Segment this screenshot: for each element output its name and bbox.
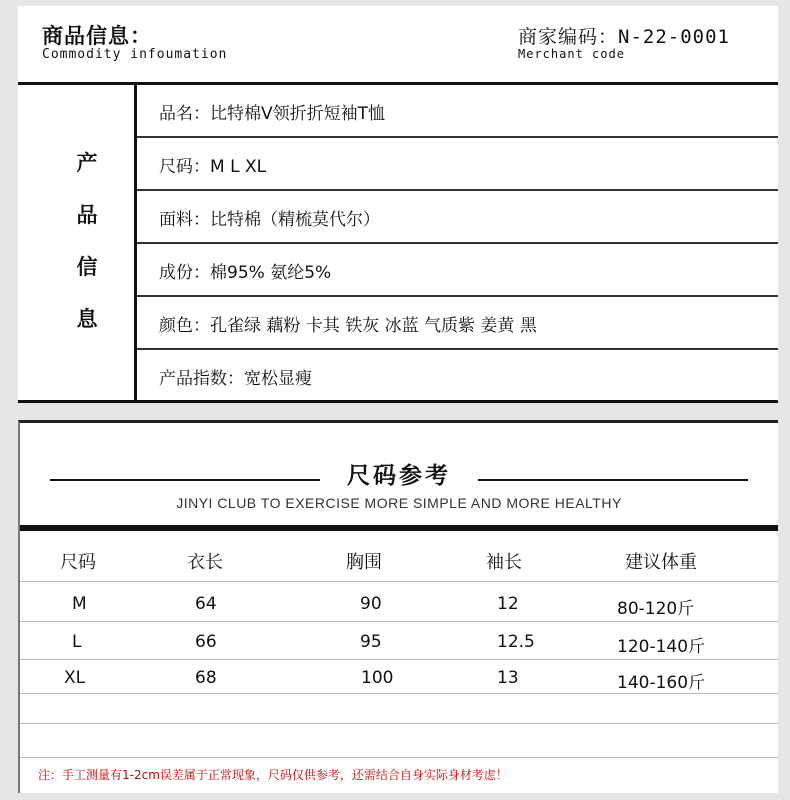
- product-info-card: [18, 6, 778, 402]
- row-divider: [20, 693, 778, 694]
- side-char: 品: [76, 203, 98, 227]
- table-cell-sleeve: 12: [497, 594, 519, 614]
- table-cell-chest: 90: [360, 594, 382, 614]
- table-cell-length: 68: [195, 668, 217, 688]
- row-divider: [20, 581, 778, 582]
- table-cell-weight: 120-140斤: [617, 637, 706, 657]
- table-cell-chest: 100: [361, 668, 394, 688]
- header-title: 商品信息：: [42, 24, 152, 48]
- card-header: [18, 6, 778, 85]
- side-char: 信: [76, 255, 98, 279]
- info-row-fabric: [137, 191, 778, 244]
- product-info-table: [18, 85, 778, 403]
- info-row-text: 面料：比特棉（精梳莫代尔）: [159, 210, 380, 230]
- info-row-text: 尺码：M L XL: [159, 157, 267, 177]
- col-header-chest: 胸围: [346, 552, 382, 573]
- row-divider: [20, 621, 778, 622]
- info-row-size: [137, 138, 778, 191]
- table-cell-length: 64: [195, 594, 217, 614]
- size-reference-title: 尺码参考: [20, 457, 778, 490]
- row-divider: [20, 757, 778, 758]
- table-cell-weight: 140-160斤: [617, 673, 706, 693]
- measurement-note: 注：手工测量有1-2cm误差属于正常现象，尺码仅供参考，还需结合自身实际身材考虑！: [38, 768, 508, 782]
- table-cell-length: 66: [195, 632, 217, 652]
- col-header-weight: 建议体重: [625, 552, 697, 573]
- header-bar: [20, 525, 778, 531]
- table-cell-size: L: [72, 632, 82, 652]
- info-row-text: 成份：棉95% 氨纶5%: [159, 263, 332, 283]
- table-cell-size: XL: [64, 668, 86, 688]
- table-cell-sleeve: 12.5: [497, 632, 535, 652]
- table-cell-sleeve: 13: [497, 668, 519, 688]
- info-row-text: 品名：比特棉V领折折短袖T恤: [159, 104, 386, 124]
- header-subtitle: Commodity infoumation: [42, 47, 228, 62]
- table-cell-size: M: [72, 594, 87, 614]
- size-reference-card: [18, 420, 778, 793]
- merchant-code: 商家编码：N-22-0001: [518, 26, 730, 48]
- table-cell-weight: 80-120斤: [617, 599, 695, 619]
- info-row-fit: [137, 350, 778, 401]
- product-info-side-label: [18, 85, 137, 400]
- row-divider: [20, 723, 778, 724]
- size-reference-subtitle: JINYI CLUB TO EXERCISE MORE SIMPLE AND MORE HEALTHY: [176, 495, 622, 511]
- info-row-text: 颜色：孔雀绿 藕粉 卡其 铁灰 冰蓝 气质紫 姜黄 黑: [159, 316, 537, 336]
- side-char: 息: [76, 307, 98, 331]
- info-row-colors: [137, 297, 778, 350]
- info-row-text: 产品指数：宽松显瘦: [159, 369, 312, 389]
- info-row-name: [137, 85, 778, 138]
- row-divider: [20, 659, 778, 660]
- table-cell-chest: 95: [360, 632, 382, 652]
- col-header-sleeve: 袖长: [486, 552, 522, 573]
- col-header-size: 尺码: [60, 552, 96, 573]
- col-header-length: 衣长: [187, 552, 223, 573]
- side-char: 产: [76, 151, 98, 175]
- merchant-code-label: Merchant code: [518, 47, 625, 61]
- info-row-composition: [137, 244, 778, 297]
